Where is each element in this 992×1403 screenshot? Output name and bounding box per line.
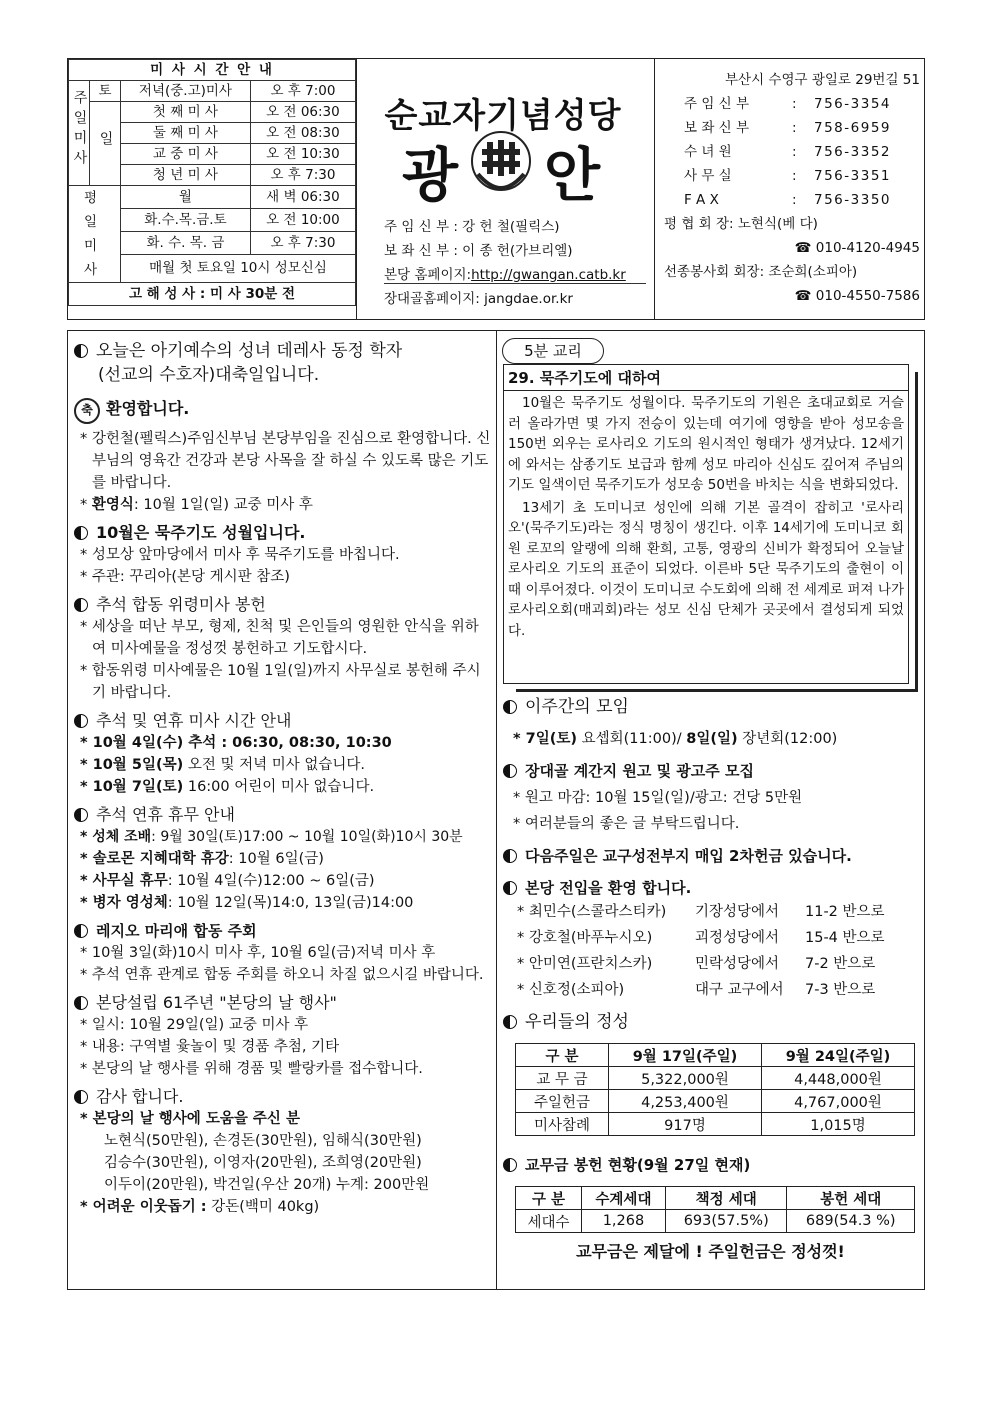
table-header: 봉헌 세대 — [787, 1187, 915, 1210]
mass-schedule-title: 미 사 시 간 안 내 — [69, 60, 356, 81]
contact-row: 사 무 실 : 756-3351 — [684, 168, 891, 184]
table-header: 수계세대 — [581, 1187, 665, 1210]
table-cell: 4,767,000원 — [762, 1090, 915, 1113]
mass-name: 저녁(중.고)미사 — [121, 81, 251, 102]
mass-time: 오 전 06:30 — [250, 102, 355, 123]
meetings-heading: 이주간의 모임 — [503, 696, 918, 718]
catechism-paragraph: 10월은 묵주기도 성월이다. 묵주기도의 기원은 초대교회로 거슬러 올라가면 몇 가지 전승이 있는데 여기에 영향을 받아 성모송을 150번 외우는 로사리오 기도의 원시적인 형태가 생겨났다. 12세기에 와서는 삼종기도 보급과 함께 성모 마리아 신심도 깊어져 주님의 기도 일색이던 묵주기도가 성모송 50번을 바치는 식을 변화되었다. — [508, 395, 904, 493]
offering-heading: 우리들의 정성 — [503, 1011, 918, 1033]
table-cell: 주일헌금 — [516, 1090, 609, 1113]
header-divider-left — [356, 59, 357, 319]
holiday-item: * 병자 영성체: 10월 12일(목)14:0, 13일(금)14:00 — [80, 895, 414, 911]
welcome-mass: * 환영식: 10월 1일(일) 교중 미사 후 — [80, 497, 313, 513]
half-circle-bullet-icon — [74, 714, 88, 728]
church-emblem-icon — [470, 130, 532, 192]
jangdae-item: * 여러분들의 좋은 글 부탁드립니다. — [513, 816, 740, 832]
anniversary-item: * 내용: 구역별 윷놀이 및 경품 추첨, 기타 — [80, 1039, 340, 1055]
sunday-mass-label: 주일미사 — [69, 81, 90, 186]
legio-item: * 추석 연휴 관계로 합동 주회를 하오니 차질 없으시길 바랍니다. — [80, 967, 484, 983]
homepage-rule — [384, 283, 646, 284]
sunday-label: 일 — [90, 102, 121, 186]
mass-time: 오 후 7:30 — [250, 165, 355, 186]
mass-schedule-table — [68, 59, 356, 306]
holiday-item: * 성체 조배: 9월 30일(토)17:00 ~ 10월 10일(화)10시 30분 — [80, 829, 463, 845]
legio-item: * 10월 3일(화)10시 미사 후, 10월 6일(금)저녁 미사 후 — [80, 945, 436, 961]
table-row — [516, 1067, 915, 1090]
holiday-item: * 사무실 휴무: 10월 4일(수)12:00 ~ 6일(금) — [80, 873, 375, 889]
mass-time: 오 후 7:00 — [250, 81, 355, 102]
table-cell: 693(57.5%) — [665, 1210, 787, 1233]
right-column — [503, 696, 918, 1263]
table-row — [516, 1113, 915, 1136]
thanks-item: * 본당의 날 행사에 도움을 주신 분 — [80, 1111, 300, 1127]
volunteer-phone: ☎ 010-4550-7586 — [794, 288, 920, 304]
mass-name: 월 — [121, 186, 251, 209]
chuseok-item: * 10월 4일(수) 추석 : 06:30, 08:30, 10:30 — [80, 735, 392, 751]
church-name: 순교자기념성당 — [384, 96, 622, 136]
newsletter-title-right: 안 — [544, 141, 601, 209]
table-cell: 917명 — [609, 1113, 762, 1136]
mass-time: 오 후 7:30 — [250, 232, 355, 255]
catechism-title: 29. 묵주기도에 대하여 — [504, 365, 908, 391]
table-cell: 교 무 금 — [516, 1067, 609, 1090]
contact-block — [664, 68, 920, 308]
mass-name: 화. 수. 목. 금 — [121, 232, 251, 255]
newcomer-row: * 강호철(바푸누시오) 괴정성당에서 15-4 반으로 — [517, 930, 885, 946]
contact-row: 주 임 신 부 : 756-3354 — [684, 96, 891, 112]
saturday-label: 토 — [90, 81, 121, 102]
mass-name: 화.수.목.금.토 — [121, 209, 251, 232]
catechism-paragraph: 13세기 초 도미니코 성인에 의해 기본 골격이 잡히고 '로사리오'(묵주기도)라는 정식 명칭이 생긴다. 이후 14세기에 도미니코 회원 로꼬의 알랭에 의해 환희, 고통, 영광의 신비가 확정되어 오늘날 로사리오 기도의 표준이 되었다. 이른바 5단 묵주기도의 출현이 이때 이루어졌다. 이것이 도미니코 수도회에 의해 전 세계로 퍼져 나가 로사리오회(매괴회)라는 성모 신심 단체가 곳곳에서 결성되게 되었다. — [508, 499, 904, 639]
half-circle-bullet-icon — [74, 924, 88, 938]
holiday-heading: 추석 연휴 휴무 안내 — [74, 804, 492, 826]
catechism-shadow — [516, 684, 918, 692]
mass-time: 새 벽 06:30 — [250, 186, 355, 209]
table-row — [516, 1210, 915, 1233]
weekday-mass-label: 평일미사 — [69, 186, 121, 283]
holiday-item: * 솔로몬 지혜대학 휴강: 10월 6일(금) — [80, 851, 324, 867]
donor-line: 이두이(20만원), 박건일(우산 20개) 누계: 200만원 — [104, 1177, 430, 1193]
table-row — [516, 1090, 915, 1113]
volunteer-president: 선종봉사회 회장: 조순희(소피아) — [664, 264, 858, 280]
meetings-item: * 7일(토) 요셉회(11:00)/ 8일(일) 장년회(12:00) — [513, 731, 838, 747]
table-cell: 5,322,000원 — [609, 1067, 762, 1090]
half-circle-bullet-icon — [74, 344, 88, 358]
legio-heading: 레지오 마리애 합동 주회 — [74, 920, 492, 942]
contact-row: F A X : 756-3350 — [684, 192, 891, 208]
table-cell: 세대수 — [516, 1210, 582, 1233]
half-circle-bullet-icon — [74, 996, 88, 1010]
memorial-item: * 합동위령 미사예물은 10월 1일(일)까지 사무실로 봉헌해 주시기 바랍니다. — [80, 663, 481, 701]
catechism-tab: 5분 교리 — [502, 338, 604, 364]
first-saturday-note: 매월 첫 토요일 10시 성모신심 — [121, 255, 356, 283]
half-circle-bullet-icon — [503, 1015, 517, 1029]
half-circle-bullet-icon — [503, 849, 517, 863]
half-circle-bullet-icon — [74, 1090, 88, 1104]
half-circle-bullet-icon — [503, 881, 517, 895]
table-header: 구 분 — [516, 1187, 582, 1210]
newcomer-row: * 신호정(소피아) 대구 교구에서 7-3 반으로 — [517, 982, 876, 998]
newsletter-title-left: 광 — [402, 141, 459, 209]
table-cell: 미사참례 — [516, 1113, 609, 1136]
memorial-item: * 세상을 떠난 부모, 형제, 친척 및 은인들의 영원한 안식을 위하여 미사예물을 정성껏 봉헌하고 기도합시다. — [80, 619, 479, 657]
offering-table — [515, 1043, 915, 1136]
donor-line: 노현식(50만원), 손경돈(30만원), 임해식(30만원) — [104, 1133, 422, 1149]
anniversary-item: * 본당의 날 행사를 위해 경품 및 빨랑카를 접수합니다. — [80, 1061, 423, 1077]
confession-note: 고 해 성 사 : 미 사 30분 전 — [69, 283, 356, 306]
newcomer-row: * 안미연(프란치스카) 민락성당에서 7-2 반으로 — [517, 956, 876, 972]
chuseok-item: * 10월 7일(토) 16:00 어린이 미사 없습니다. — [80, 779, 375, 795]
priest-info — [384, 217, 654, 310]
mass-time: 오 전 10:30 — [250, 144, 355, 165]
jangdae-item: * 원고 마감: 10월 15일(일)/광고: 건당 5만원 — [513, 790, 803, 806]
memorial-heading: 추석 합동 위령미사 봉헌 — [74, 594, 492, 616]
jangdae-line: 장대골홈페이지: jangdae.or.kr — [384, 291, 573, 307]
catechism-shadow-side — [909, 372, 918, 692]
council-phone: ☎ 010-4120-4945 — [794, 240, 920, 256]
header-divider-right — [654, 59, 655, 319]
table-header: 구 분 — [516, 1044, 609, 1067]
half-circle-bullet-icon — [74, 808, 88, 822]
jangdae-heading: 장대골 계간지 원고 및 광고주 모집 — [503, 760, 918, 782]
tithe-heading: 교무금 봉헌 현황(9월 27일 현재) — [503, 1154, 918, 1176]
half-circle-bullet-icon — [503, 700, 517, 714]
mass-time: 오 전 10:00 — [250, 209, 355, 232]
newcomer-row: * 최민수(스콜라스티카) 기장성당에서 11-2 반으로 — [517, 904, 885, 920]
rosary-item: * 주관: 꾸리아(본당 게시판 참조) — [80, 569, 290, 585]
mass-name: 교 중 미 사 — [121, 144, 251, 165]
council-president: 평 협 회 장: 노현식(베 다) — [664, 216, 818, 232]
rosary-heading: 10월은 묵주기도 성월입니다. — [74, 522, 492, 544]
contact-row: 수 녀 원 : 756-3352 — [684, 144, 891, 160]
anniversary-heading: 본당설립 61주년 "본당의 날 행사" — [74, 992, 492, 1014]
half-circle-bullet-icon — [503, 764, 517, 778]
table-header: 9월 24일(주일) — [762, 1044, 915, 1067]
left-column — [74, 340, 492, 1218]
newcomers-heading: 본당 전입을 환영 합니다. — [503, 877, 918, 899]
catechism-box — [503, 364, 909, 684]
table-header: 책정 세대 — [665, 1187, 787, 1210]
half-circle-bullet-icon — [503, 1158, 517, 1172]
pastor-line: 주 임 신 부 : 강 헌 철(필릭스) — [384, 219, 560, 235]
mass-name: 둘 째 미 사 — [121, 123, 251, 144]
homepage-link[interactable]: http://gwangan.catb.kr — [471, 267, 626, 283]
contact-row: 보 좌 신 부 : 758-6959 — [684, 120, 891, 136]
feast-heading-2: (선교의 수호자)대축일입니다. — [98, 365, 320, 385]
donor-line: 김승수(30만원), 이영자(20만원), 조희영(20만원) — [104, 1155, 422, 1171]
homepage-label: 본당 홈페이지: — [384, 267, 472, 283]
rosary-item: * 성모상 앞마당에서 미사 후 묵주기도를 바칩니다. — [80, 547, 400, 563]
half-circle-bullet-icon — [74, 526, 88, 540]
slogan: 교무금은 제달에 ! 주일헌금은 정성껏! — [576, 1242, 845, 1261]
mass-name: 청 년 미 사 — [121, 165, 251, 186]
assistant-line: 보 좌 신 부 : 이 종 헌(가브리엘) — [384, 243, 573, 259]
thanks-item: * 어려운 이웃돕기 : 강돈(백미 40kg) — [80, 1199, 320, 1215]
table-cell: 1,268 — [581, 1210, 665, 1233]
address: 부산시 수영구 광일로 29번길 51 — [725, 72, 920, 88]
chuseok-item: * 10월 5일(목) 오전 및 저녁 미사 없습니다. — [80, 757, 365, 773]
tithe-table — [515, 1186, 915, 1233]
table-cell: 1,015명 — [762, 1113, 915, 1136]
welcome-text: * 강헌철(펠릭스)주임신부님 본당부임을 진심으로 환영합니다. 신부님의 영육간 건강과 본당 사목을 잘 하실 수 있도록 많은 기도를 바랍니다. — [80, 431, 491, 491]
table-cell: 4,253,400원 — [609, 1090, 762, 1113]
next-week-notice: 다음주일은 교구성전부지 매입 2차헌금 있습니다. — [503, 845, 918, 867]
table-header: 9월 17일(주일) — [609, 1044, 762, 1067]
table-cell: 689(54.3 %) — [787, 1210, 915, 1233]
mass-name: 첫 째 미 사 — [121, 102, 251, 123]
table-cell: 4,448,000원 — [762, 1067, 915, 1090]
mass-time: 오 전 08:30 — [250, 123, 355, 144]
column-divider — [496, 331, 497, 1289]
chuseok-heading: 추석 및 연휴 미사 시간 안내 — [74, 710, 492, 732]
anniversary-item: * 일시: 10월 29일(일) 교중 미사 후 — [80, 1017, 309, 1033]
thanks-heading: 감사 합니다. — [74, 1086, 492, 1108]
welcome-heading: 축 환영합니다. — [74, 398, 492, 424]
half-circle-bullet-icon — [74, 598, 88, 612]
feast-heading: 오늘은 아기예수의 성녀 데레사 동정 학자 — [74, 340, 492, 362]
celebration-badge-icon: 축 — [74, 398, 100, 424]
